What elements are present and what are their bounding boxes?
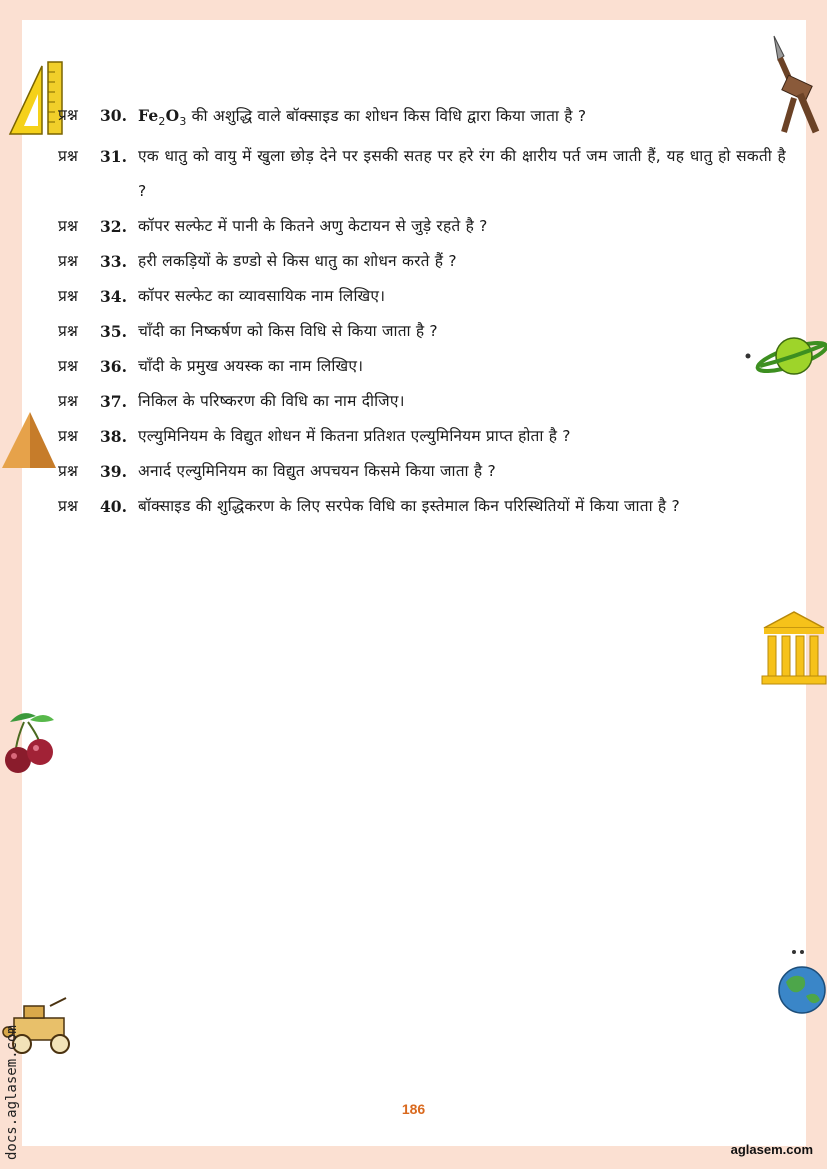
question-item bbox=[58, 244, 786, 279]
question-label: प्रश्न bbox=[58, 392, 78, 411]
question-label: प्रश्न bbox=[58, 357, 78, 376]
question-item bbox=[58, 454, 786, 489]
question-number: 32. bbox=[100, 217, 127, 237]
formula-fe: Fe bbox=[138, 106, 159, 125]
question-item bbox=[58, 209, 786, 244]
cherries-icon bbox=[2, 706, 58, 778]
question-label: प्रश्न bbox=[58, 217, 78, 236]
question-text: अनार्द एल्युमिनियम का विद्युत अपचयन किसमे किया जाता है ? bbox=[138, 462, 496, 481]
question-item bbox=[58, 419, 786, 454]
question-number: 36. bbox=[100, 357, 127, 377]
question-item bbox=[58, 314, 786, 349]
temple-icon bbox=[760, 608, 827, 686]
question-number: 34. bbox=[100, 287, 127, 307]
question-text: चाँदी के प्रमुख अयस्क का नाम लिखिए। bbox=[138, 357, 364, 376]
question-label: प्रश्न bbox=[58, 252, 78, 271]
question-item bbox=[58, 384, 786, 419]
question-text: निकिल के परिष्करण की विधि का नाम दीजिए। bbox=[138, 392, 405, 411]
question-item bbox=[58, 98, 786, 139]
question-text-body: की अशुद्धि वाले बॉक्साइड का शोधन किस विधि द्वारा किया जाता है ? bbox=[186, 107, 587, 125]
question-item bbox=[58, 139, 786, 209]
question-item bbox=[58, 279, 786, 314]
earth-globe-icon bbox=[776, 946, 827, 1018]
question-label: प्रश्न bbox=[58, 427, 78, 446]
question-text: चाँदी का निष्कर्षण को किस विधि से किया जाता है ? bbox=[138, 322, 438, 341]
formula-sub: 2 bbox=[158, 115, 166, 129]
question-label: प्रश्न bbox=[58, 322, 78, 341]
question-item bbox=[58, 349, 786, 384]
question-label: प्रश्न bbox=[58, 106, 78, 124]
formula-sub: 3 bbox=[179, 115, 187, 129]
question-text: कॉपर सल्फेट में पानी के कितने अणु केटायन से जुड़े रहते है ? bbox=[138, 217, 488, 236]
formula-o: O bbox=[165, 106, 180, 125]
side-watermark: docs.aglasem.com bbox=[4, 1025, 20, 1160]
question-number: 40. bbox=[100, 497, 127, 517]
question-text: बॉक्साइड की शुद्धिकरण के लिए सरपेक विधि का इस्तेमाल किन परिस्थितियों में किया जाता है ? bbox=[138, 497, 680, 516]
page-number: 186 bbox=[401, 1101, 426, 1117]
question-number: 30. bbox=[100, 106, 127, 125]
question-number: 33. bbox=[100, 252, 127, 272]
question-label: प्रश्न bbox=[58, 462, 78, 481]
question-label: प्रश्न bbox=[58, 147, 78, 166]
question-number: 38. bbox=[100, 427, 127, 447]
question-text: एक धातु को वायु में खुला छोड़ देने पर इसकी सतह पर हरे रंग की क्षारीय पर्त जम जाती हैं, यह धातु हो सकती है ? bbox=[138, 147, 786, 201]
footer-watermark: aglasem.com bbox=[730, 1142, 813, 1157]
question-number: 35. bbox=[100, 322, 127, 342]
question-number: 39. bbox=[100, 462, 127, 482]
question-list bbox=[58, 98, 786, 524]
question-text: एल्युमिनियम के विद्युत शोधन में कितना प्रतिशत एल्युमिनियम प्राप्त होता है ? bbox=[138, 427, 571, 446]
question-label: प्रश्न bbox=[58, 287, 78, 306]
question-text bbox=[138, 98, 786, 139]
pyramid-icon bbox=[0, 410, 58, 470]
question-number: 37. bbox=[100, 392, 127, 412]
question-text: कॉपर सल्फेट का व्यावसायिक नाम लिखिए। bbox=[138, 287, 386, 306]
question-text: हरी लकड़ियों के डण्डो से किस धातु का शोधन करते हैं ? bbox=[138, 252, 457, 271]
question-number: 31. bbox=[100, 147, 127, 167]
question-item bbox=[58, 489, 786, 524]
question-label: प्रश्न bbox=[58, 497, 78, 516]
